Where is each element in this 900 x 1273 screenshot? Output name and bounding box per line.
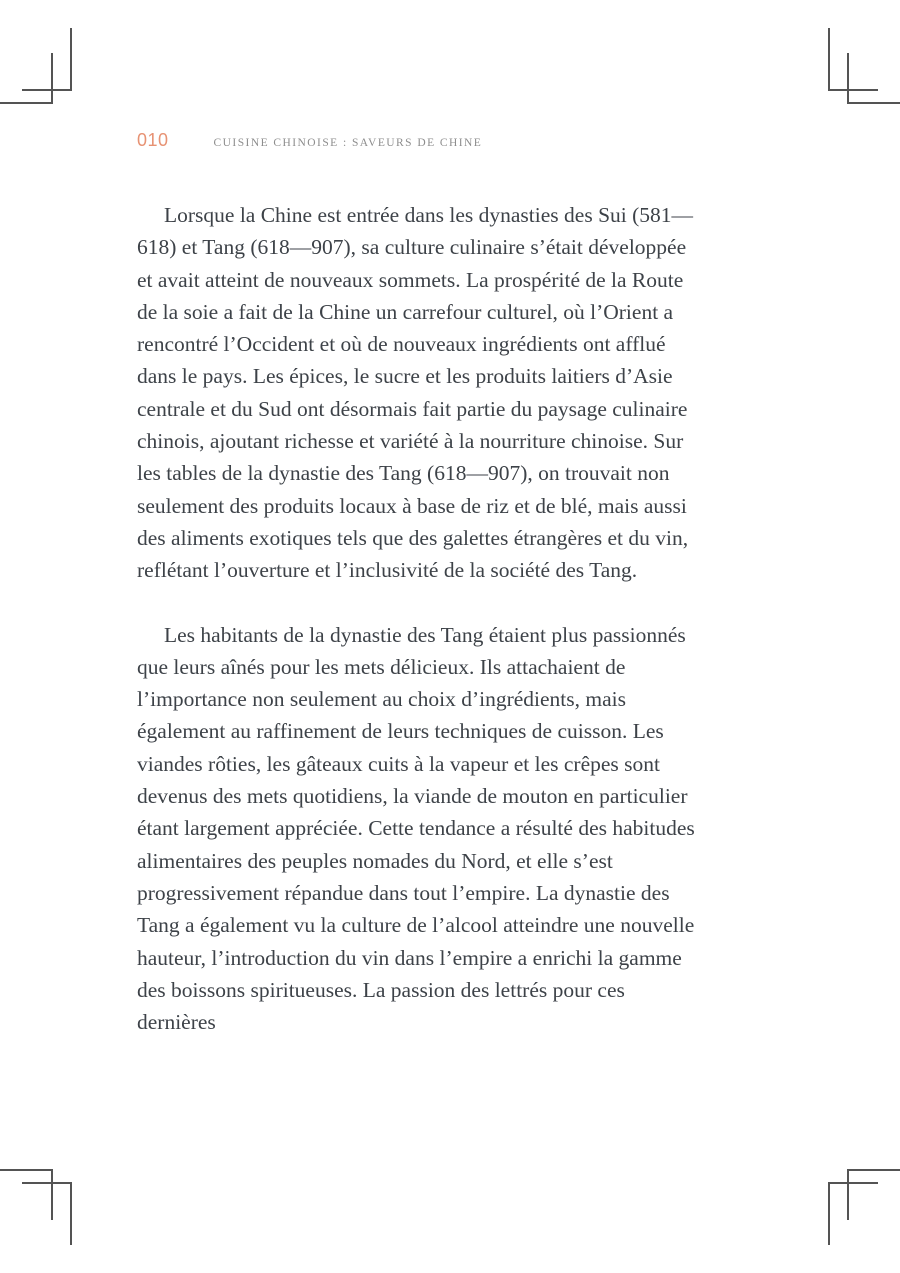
bracket-inner-horizontal-rule xyxy=(0,1169,53,1171)
bracket-outer-vertical-rule xyxy=(828,28,830,91)
bracket-inner-vertical-rule xyxy=(51,53,53,104)
bracket-outer-vertical-rule xyxy=(828,1182,830,1245)
corner-bracket-top-left-icon xyxy=(0,0,90,100)
corner-bracket-bottom-right-icon xyxy=(810,1173,900,1273)
corner-bracket-top-right-icon xyxy=(810,0,900,100)
bracket-outer-vertical-rule xyxy=(70,1182,72,1245)
corner-bracket-bottom-left-icon xyxy=(0,1173,90,1273)
bracket-outer-horizontal-rule xyxy=(828,89,878,91)
bracket-outer-horizontal-rule xyxy=(22,1182,72,1184)
bracket-outer-horizontal-rule xyxy=(828,1182,878,1184)
bracket-inner-horizontal-rule xyxy=(847,102,900,104)
bracket-inner-vertical-rule xyxy=(847,1169,849,1220)
paragraph: Lorsque la Chine est entrée dans les dynasties des Sui (581—618) et Tang (618—907), sa culture culinaire s’était développée et avait atteint de nouveaux sommets. La prospérité de la Route de la soie a fait de la Chine un carrefour culturel, où l’Orient a rencontré l’Occident et où de nouveaux ingrédients ont afflué dans le pays. Les épices, le sucre et les produits laitiers d’Asie centrale et du Sud ont désormais fait partie du paysage culinaire chinois, ajoutant richesse et variété à la nourriture chinoise. Sur les tables de la dynastie des Tang (618—907), on trouvait non seulement des produits locaux à base de riz et de blé, mais aussi des aliments exotiques tels que des galettes étrangères et du vin, reflétant l’ouverture et l’inclusivité de la société des Tang. xyxy=(137,203,694,583)
bracket-outer-vertical-rule xyxy=(70,28,72,91)
bracket-inner-vertical-rule xyxy=(51,1169,53,1220)
body-text xyxy=(137,199,703,1038)
page-number: 010 xyxy=(137,130,169,150)
bracket-outer-horizontal-rule xyxy=(22,89,72,91)
paragraph: Les habitants de la dynastie des Tang étaient plus passionnés que leurs aînés pour les mets délicieux. Ils attachaient de l’importance non seulement au choix d’ingrédients, mais également au raffinement de leurs techniques de cuisson. Les viandes rôties, les gâteaux cuits à la vapeur et les crêpes sont devenus des mets quotidiens, la viande de mouton en particulier étant largement appréciée. Cette tendance a résulté des habitudes alimentaires des peuples nomades du Nord, et elle s’est progressivement répandue dans tout l’empire. La dynastie des Tang a également vu la culture de l’alcool atteindre une nouvelle hauteur, l’introduction du vin dans l’empire a enrichi la gamme des boissons spiritueuses. La passion des lettrés pour ces dernières xyxy=(137,622,695,1035)
running-head-title: CUISINE CHINOISE : SAVEURS DE CHINE xyxy=(213,137,483,149)
bracket-inner-vertical-rule xyxy=(847,53,849,104)
bracket-inner-horizontal-rule xyxy=(847,1169,900,1171)
bracket-inner-horizontal-rule xyxy=(0,102,53,104)
running-head xyxy=(137,131,482,150)
